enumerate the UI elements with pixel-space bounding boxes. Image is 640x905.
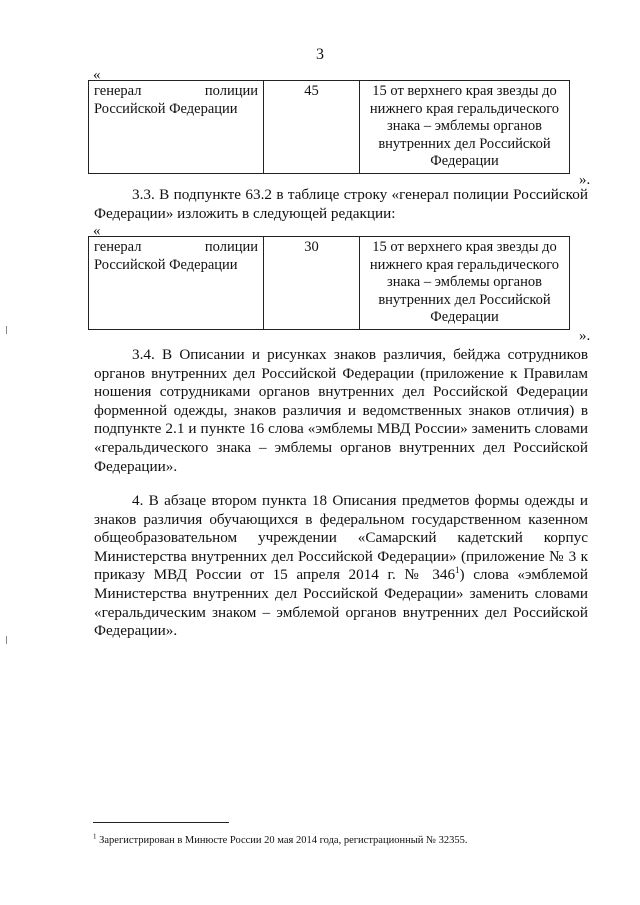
paragraph-3-4 bbox=[94, 346, 588, 476]
distance-cell: 15 от верхнего края звезды до нижнего края геральдического знака – эмблемы органов внутренних дел Российской Федерации bbox=[360, 81, 570, 174]
rank-cell: генерал полиции Российской Федерации bbox=[89, 237, 264, 330]
page-number: 3 bbox=[316, 46, 324, 63]
paragraph-4 bbox=[94, 492, 588, 641]
scan-margin-mark bbox=[6, 636, 7, 644]
rank-table-old bbox=[88, 80, 570, 174]
footnote-text: Зарегистрирован в Минюсте России 20 мая 2014 года, регистрационный № 32355. bbox=[96, 835, 468, 846]
closing-quote: ». bbox=[579, 172, 591, 188]
value-cell: 30 bbox=[264, 237, 360, 330]
scan-margin-mark bbox=[6, 326, 7, 334]
rank-table-new bbox=[88, 236, 570, 330]
paragraph-3-4-text: 3.4. В Описании и рисунках знаков различия, бейджа сотрудников органов внутренних дел Российской Федерации (приложение к Правилам ношения сотрудниками органов внутренних дел Российской Федерации форменной одежды, знаков различия и ведомственных знаков отличия) в подпункте 2.1 и пункте 16 слова «эмблемы МВД России» заменить словами «геральдического знака – эмблемы органов внутренних дел Российской Федерации». bbox=[94, 346, 588, 475]
paragraph-4-text-start: 4. В абзаце втором пункта 18 Описания предметов формы одежды и знаков различия обучающихся в федеральном государственном казенном общеобразовательном учреждении «Самарский кадетский корпус Министерства внутренних дел Российской Федерации» (приложение № 3 к приказу МВД России от 15 апреля 2014 г. № 346 bbox=[94, 492, 588, 584]
value-cell: 45 bbox=[264, 81, 360, 174]
distance-cell: 15 от верхнего края звезды до нижнего края геральдического знака – эмблемы органов внутренних дел Российской Федерации bbox=[360, 237, 570, 330]
paragraph-3-3-text: 3.3. В подпункте 63.2 в таблице строку «генерал полиции Российской Федерации» изложить в следующей редакции: bbox=[94, 186, 588, 222]
opening-quote: « bbox=[93, 67, 101, 83]
table-row bbox=[89, 237, 570, 330]
closing-quote: ». bbox=[579, 328, 591, 344]
opening-quote: « bbox=[93, 223, 101, 239]
rank-cell: генерал полиции Российской Федерации bbox=[89, 81, 264, 174]
footnote bbox=[93, 834, 587, 847]
table-row bbox=[89, 81, 570, 174]
footnote-reference: 1 bbox=[455, 565, 460, 576]
paragraph-4-text-end: ) слова «эмблемой Министерства внутренних дел Российской Федерации» заменить словами «геральдическим знаком – эмблемой органов внутренних дел Российской Федерации». bbox=[94, 566, 588, 640]
footnote-marker: 1 bbox=[93, 832, 97, 841]
paragraph-3-3 bbox=[94, 186, 588, 223]
footnote-divider bbox=[93, 822, 229, 823]
